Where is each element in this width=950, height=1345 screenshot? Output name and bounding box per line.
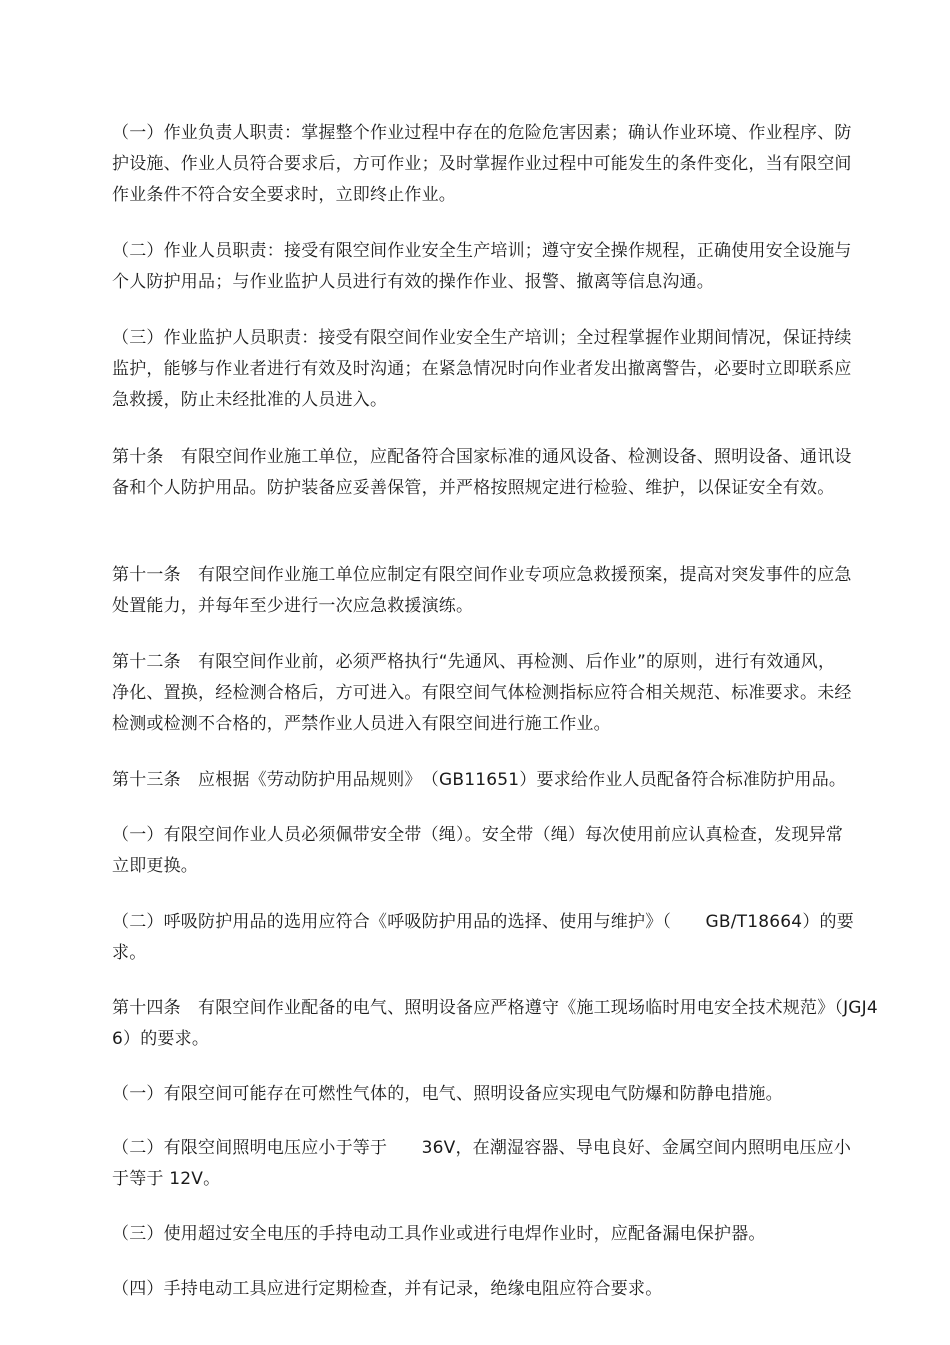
paragraph-article-12: 第十二条 有限空间作业前，必须严格执行“先通风、再检测、后作业”的原则，进行有效通风，净化、置换，经检测合格后，方可进入。有限空间气体检测指标应符合相关规范、标准要求。未经检测或检测不合格的，严禁作业人员进入有限空间进行施工作业。: [112, 652, 852, 734]
paragraph-tool-inspection: （四）手持电动工具应进行定期检查，并有记录，绝缘电阻应符合要求。: [112, 1279, 663, 1299]
paragraph-article-13: 第十三条 应根据《劳动防护用品规则》 （GB11651）要求给作业人员配备符合标准防护用品。: [112, 770, 847, 790]
paragraph-article-11: 第十一条 有限空间作业施工单位应制定有限空间作业专项应急救援预案，提高对突发事件的应急处置能力，并每年至少进行一次应急救援演练。: [112, 565, 852, 616]
paragraph-explosion-proof: （一）有限空间可能存在可燃性气体的，电气、照明设备应实现电气防爆和防静电措施。: [112, 1084, 783, 1104]
paragraph-leakage-protector: （三）使用超过安全电压的手持电动工具作业或进行电焊作业时，应配备漏电保护器。: [112, 1224, 766, 1244]
paragraph-lighting-voltage: （二）有限空间照明电压应小于等于 36V，在潮湿容器、导电良好、金属空间内照明电压应小于等于 12V。: [112, 1138, 852, 1189]
paragraph-safety-belt: （一）有限空间作业人员必须佩带安全带（绳）。安全带（绳）每次使用前应认真检查，发现异常立即更换。: [112, 825, 844, 876]
paragraph-respiratory-protection: （二）呼吸防护用品的选用应符合《呼吸防护用品的选择、使用与维护》（ GB/T18664）的要求。: [112, 912, 854, 963]
paragraph-article-14: 第十四条 有限空间作业配备的电气、照明设备应严格遵守《施工现场临时用电安全技术规范》（JGJ46）的要求。: [112, 998, 878, 1049]
paragraph-supervisor-duties: （三）作业监护人员职责：接受有限空间作业安全生产培训；全过程掌握作业期间情况，保证持续监护，能够与作业者进行有效及时沟通；在紧急情况时向作业者发出撤离警告，必要时立即联系应急救援，防止未经批准的人员进入。: [112, 328, 852, 410]
paragraph-article-10: 第十条 有限空间作业施工单位，应配备符合国家标准的通风设备、检测设备、照明设备、通讯设备和个人防护用品。防护装备应妥善保管，并严格按照规定进行检验、维护，以保证安全有效。: [112, 447, 852, 498]
paragraph-worker-duties: （二）作业人员职责：接受有限空间作业安全生产培训；遵守安全操作规程，正确使用安全设施与个人防护用品；与作业监护人员进行有效的操作作业、报警、撤离等信息沟通。: [112, 241, 852, 292]
paragraph-leader-duties: （一）作业负责人职责：掌握整个作业过程中存在的危险危害因素；确认作业环境、作业程序、防护设施、作业人员符合要求后，方可作业；及时掌握作业过程中可能发生的条件变化，当有限空间作业条件不符合安全要求时，立即终止作业。: [112, 123, 852, 205]
